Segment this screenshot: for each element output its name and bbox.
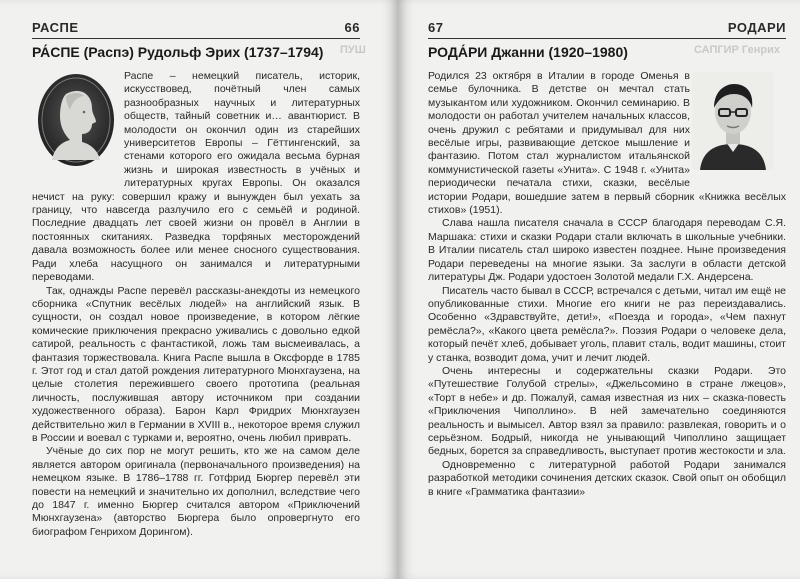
page-number: 66 xyxy=(344,20,360,35)
section-name: РОДАРИ xyxy=(727,20,786,35)
bleed-through-text: ПУШ xyxy=(340,44,366,56)
section-name: РАСПЕ xyxy=(32,20,79,35)
right-page xyxy=(398,0,800,579)
left-page xyxy=(0,0,398,579)
bleed-through-text: САПГИР Генрих xyxy=(694,44,780,56)
paragraph: Писатель часто бывал в СССР, встречался с детьми, читал им ещё не опубликованные стихи. Многие его книги не раз переиздавались. Особенно «Здравствуйте, дети!», «Поезда и города», «Чем пахнут ремёсла?», «Какого цвета ремёсла?». Поэзия Родари о человеке дела, который печёт хлеб, добывает уголь, плавит сталь, водит машины, стоит у станка, возводит дома, учит и лечит людей. xyxy=(428,284,786,364)
article-text xyxy=(428,70,786,499)
running-head-left xyxy=(32,16,360,39)
paragraph: Родился 23 октября в Италии в городе Оменья в семье булочника. В детстве он мечтал стать музыкантом или художником. Окончил семинарию. В молодости он работал учителем начальных классов, очень дружил с ребятами и придумывал для них весёлые игры, развивающие детское мышление и фантазию. Потом стал журналистом итальянской коммунистической газеты «Унита». С 1948 г. «Унита» периодически печатала стихи, сказки, весёлые истории Родари, вошедшие затем в первый сборник «Книжка весёлых стихов» (1951). xyxy=(428,70,786,217)
paragraph: Очень интересны и содержательны сказки Родари. Это «Путешествие Голубой стрелы», «Джельсомино в стране лжецов», «Торт в небе» и др. Пожалуй, самая известная из них – сказка-повесть «Приключения Чиполлино». В ней замечательно соединяются реальность и вымысел. Автор взял за правило: развлекая, говорить и о серьёзном. Бодрый, никогда не унывающий Чиполлино защищает бедных, борется за справедливость, выступает против жестокости и зла. xyxy=(428,364,786,458)
paragraph: Учёные до сих пор не могут решить, кто же на самом деле является автором оригинала (первоначального произведения) на немецком языке. В 1786–1788 гг. Готфрид Бюргер перевёл эти повести на немецкий и значительно их дополнил, вследствие чего до 1847 г. именно Бюргер считался автором «Приключений Мюнхгаузена» (авторство Бюргера было опровергнуто его биографом Генрихом Дорингом). xyxy=(32,445,360,538)
paragraph: Распе – немецкий писатель, историк, искусствовед, почётный член самых разнообразных научных и литературных обществ, тайный советник и… авантюрист. В молодости он окончил один из старейших университетов Европы – Гёттингенский, за стенами которого его ожидала весьма бурная жизнь и широкая известность в учёных и литературных кругах Европы. Он оказался нечист на руку: совершил кражу и вынужден был уехать за границу, что навсегда разлучило его с семьёй и родиной. Последние двадцать лет своей жизни он провёл в Англии в постоянных скитаниях. Разведка торфяных месторождений давала возможность более или менее сносного существования. Ради хлеба насущного он занимался и литературными переводами. xyxy=(32,70,360,284)
article-text xyxy=(32,70,360,539)
entry-title: РА́СПЕ (Распэ) Рудольф Эрих (1737–1794) xyxy=(32,44,324,60)
page-number: 67 xyxy=(428,20,444,35)
paragraph: Слава нашла писателя сначала в СССР благодаря переводам С.Я. Маршака: стихи и сказки Родари стали включать в школьные учебники. В Италии писатель стал широко известен позднее. Ныне произведения Родари переведены на многие языки. За заслуги в области детской литературы Дж. Родари удостоен Золотой медали Г.Х. Андерсена. xyxy=(428,217,786,284)
entry-title: РОДА́РИ Джанни (1920–1980) xyxy=(428,44,628,60)
running-head-right xyxy=(428,16,786,39)
paragraph: Одновременно с литературной работой Родари занимался разработкой методики сочинения детских сказок. Свой опыт он обобщил в книге «Грамматика фантазии» xyxy=(428,458,786,498)
paragraph: Так, однажды Распе перевёл рассказы-анекдоты из немецкого сборника «Спутник весёлых людей» на английский язык. В сущности, он создал новое произведение, в котором лёгкие комические приключения прекрасно уживались с довольно едкой сатирой, реальность с фантастикой, ложь там высмеивалась, а фантазия торжествовала. Книга Распе вышла в Оксфорде в 1785 г. Этот год и стал датой рождения литературного Мюнхгаузена, на целые столетия пережившего своего прототипа (реальная личность, послужившая автору источником при создании художественного образа). Барон Карл Фридрих Мюнхгаузен действительно жил в Германии в XVIII в., некоторое время служил в России и воевал с турками и, вероятно, очень любил приврать. xyxy=(32,284,360,444)
